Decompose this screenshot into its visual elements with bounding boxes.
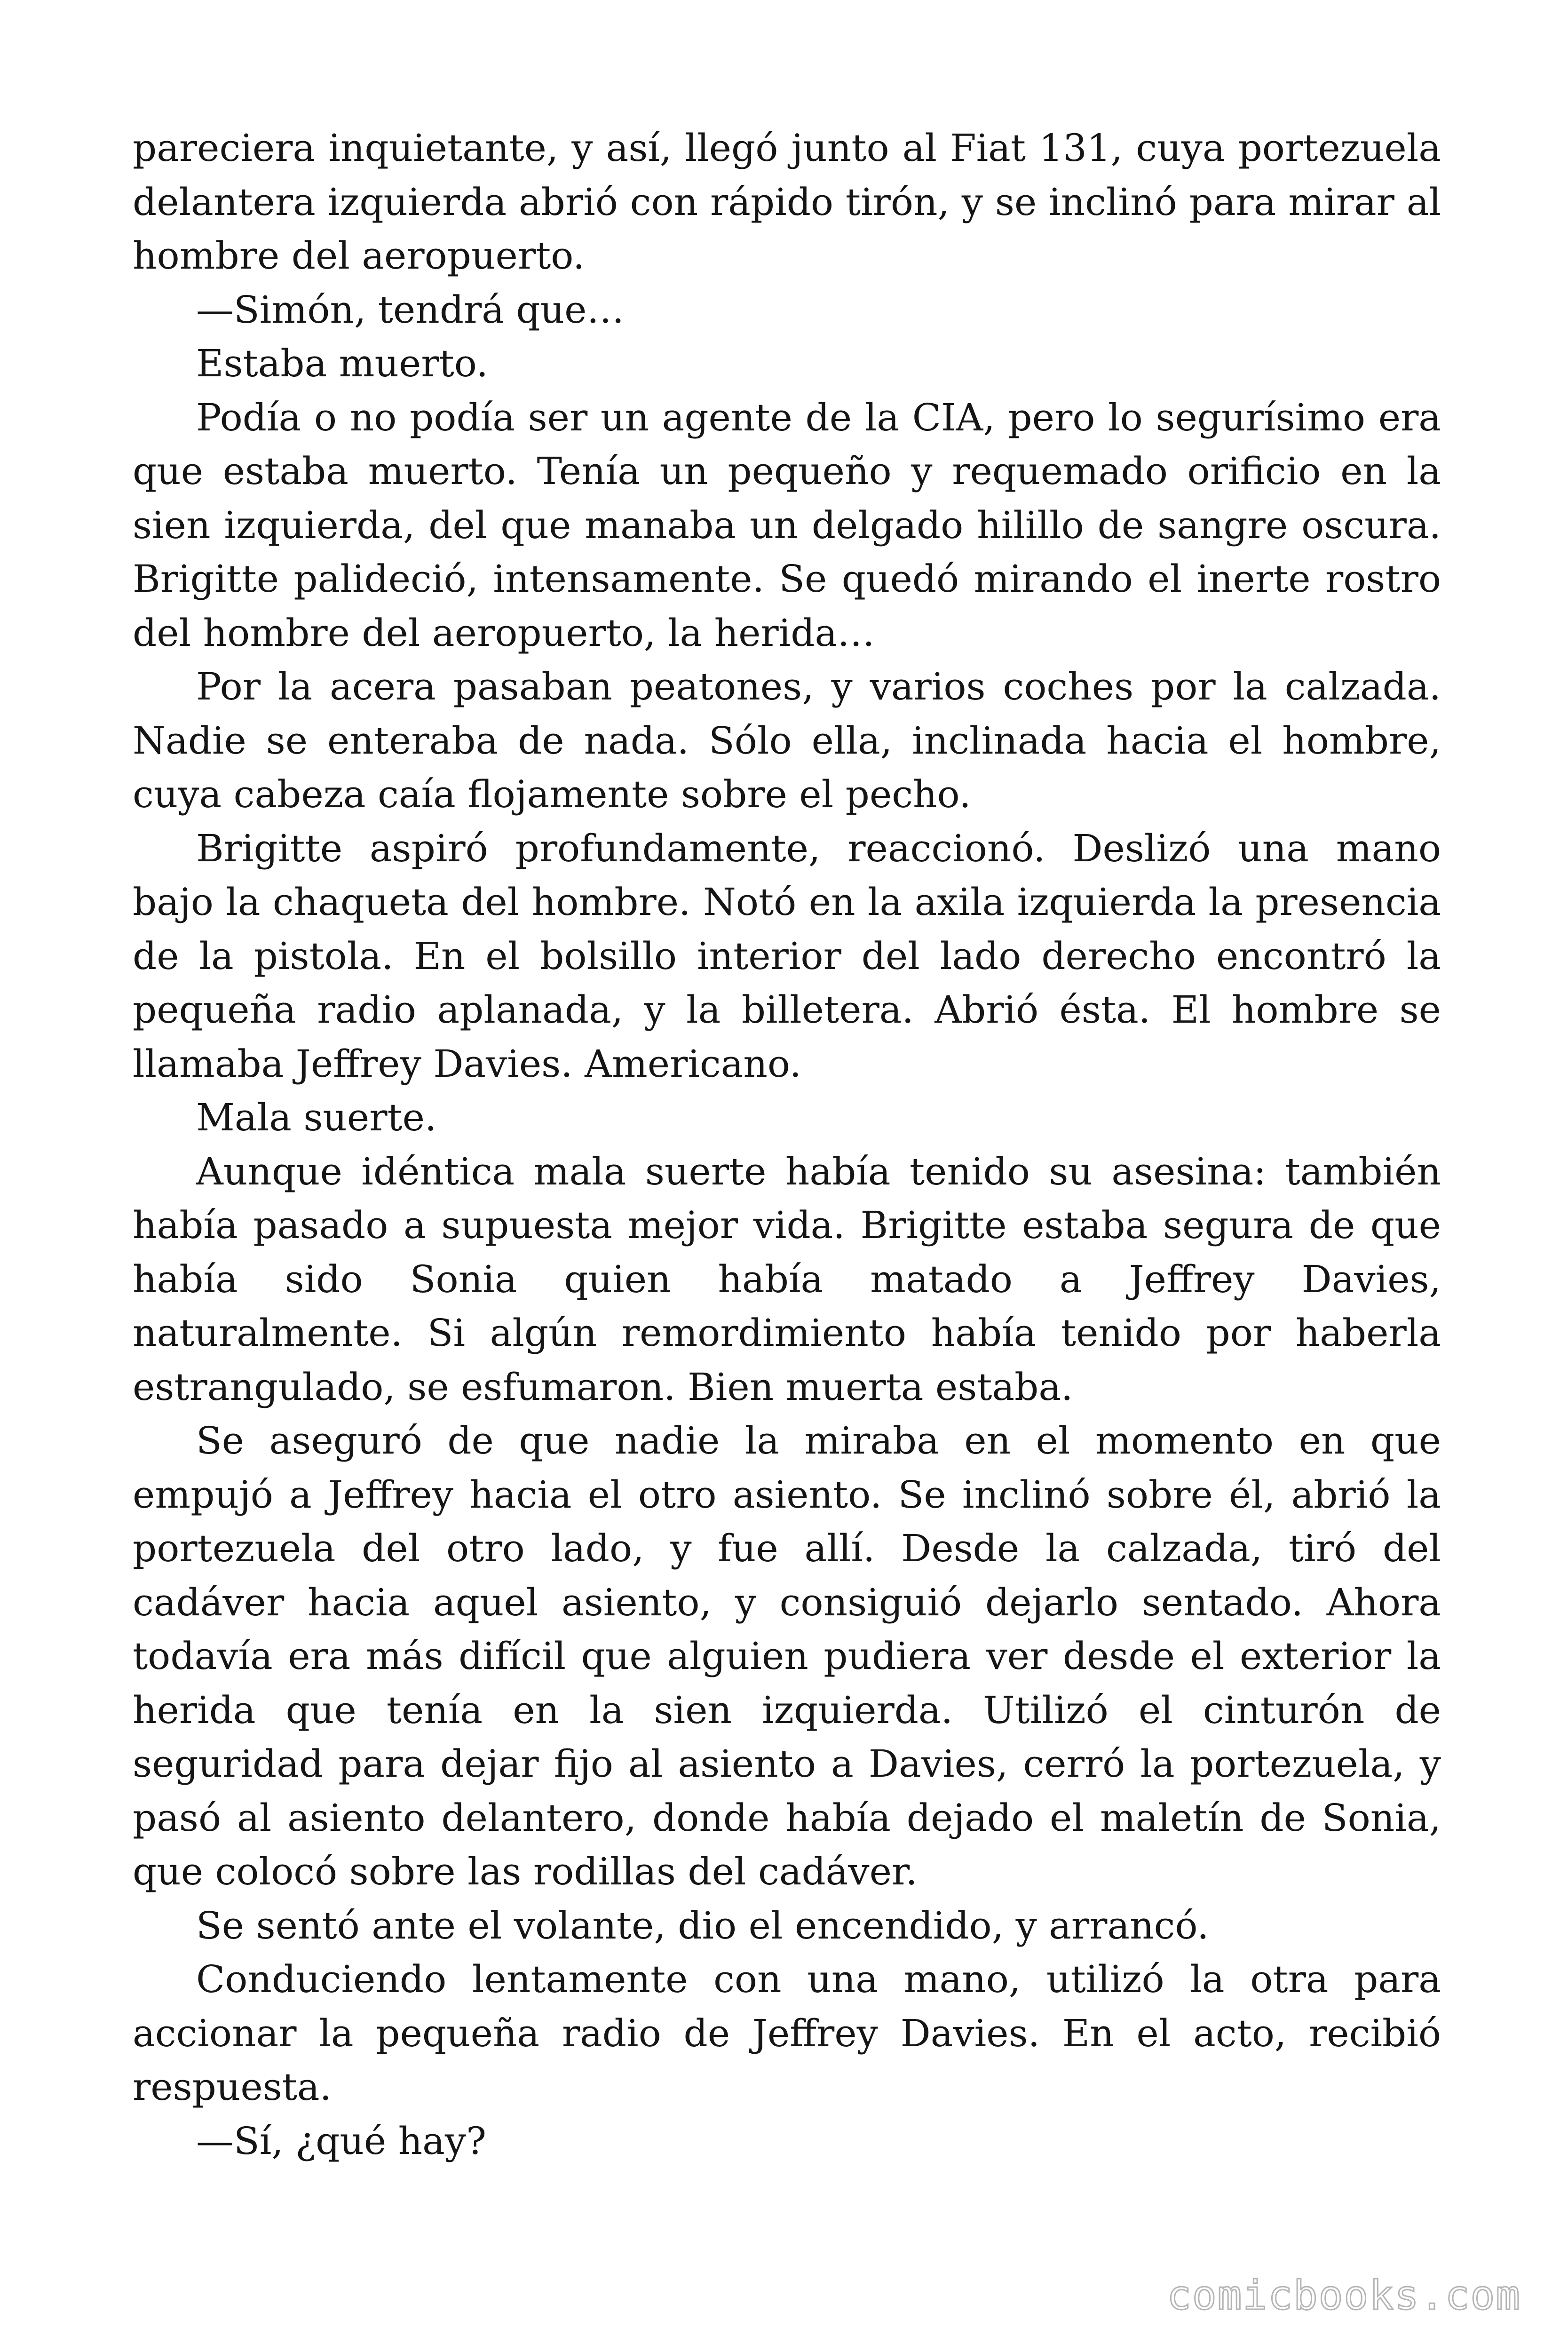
paragraph-7: Mala suerte.	[196, 1096, 437, 1139]
paragraph-12: —Sí, ¿qué hay?	[196, 2119, 486, 2163]
watermark: comicbooks.com	[1167, 2272, 1521, 2319]
paragraph-1: pareciera inquietante, y así, llegó junto al Fiat 131, cuya portezuela delantera izquierda abrió con rápido tirón, y se inclinó para mirar al hombre del aeropuerto.	[133, 126, 1441, 278]
book-page-text	[133, 121, 1441, 2168]
paragraph-8: Aunque idéntica mala suerte había tenido su asesina: también había pasado a supuesta mejor vida. Brigitte estaba segura de que había sido Sonia quien había matado a Jeffrey Davies, naturalmente. Si algún remordimiento había tenido por haberla estrangulado, se esfumaron. Bien muerta estaba.	[133, 1149, 1441, 1409]
paragraph-11: Conduciendo lentamente con una mano, utilizó la otra para accionar la pequeña radio de Jeffrey Davies. En el acto, recibió respuesta.	[133, 1957, 1441, 2109]
paragraph-3: Estaba muerto.	[196, 342, 488, 385]
paragraph-2: —Simón, tendrá que…	[196, 287, 625, 332]
paragraph-10: Se sentó ante el volante, dio el encendido, y arrancó.	[196, 1903, 1209, 1947]
paragraph-4: Podía o no podía ser un agente de la CIA, pero lo segurísimo era que estaba muerto. Tenía un pequeño y requemado orificio en la sien izquierda, del que manaba un delgado hilillo de sangre oscura. Brigitte palideció, intensamente. Se quedó mirando el inerte rostro del hombre del aeropuerto, la herida…	[133, 395, 1441, 655]
paragraph-9: Se aseguró de que nadie la miraba en el momento en que empujó a Jeffrey hacia el otro asiento. Se inclinó sobre él, abrió la portezuela del otro lado, y fue allí. Desde la calzada, tiró del cadáver hacia aquel asiento, y consiguió dejarlo sentado. Ahora todavía era más difícil que alguien pudiera ver desde el exterior la herida que tenía en la sien izquierda. Utilizó el cinturón de seguridad para dejar fijo al asiento a Davies, cerró la portezuela, y pasó al asiento delantero, donde había dejado el maletín de Sonia, que colocó sobre las rodillas del cadáver.	[133, 1419, 1441, 1893]
paragraph-5: Por la acera pasaban peatones, y varios coches por la calzada. Nadie se enteraba de nada. Sólo ella, inclinada hacia el hombre, cuya cabeza caía flojamente sobre el pecho.	[133, 665, 1441, 816]
paragraph-6: Brigitte aspiró profundamente, reaccionó. Deslizó una mano bajo la chaqueta del hombre. Notó en la axila izquierda la presencia de la pistola. En el bolsillo interior del lado derecho encontró la pequeña radio aplanada, y la billetera. Abrió ésta. El hombre se llamaba Jeffrey Davies. Americano.	[133, 826, 1441, 1086]
